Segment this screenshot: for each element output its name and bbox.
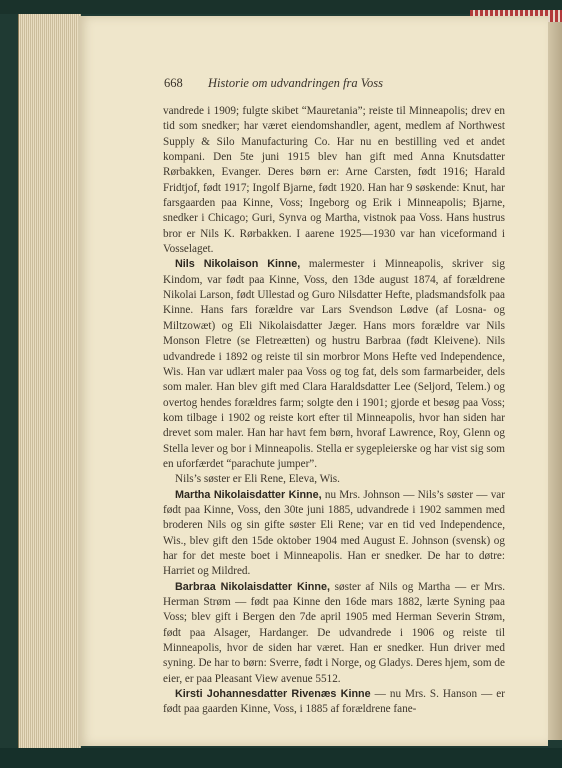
page-number: 668 — [164, 76, 183, 90]
entry-name: Nils Nikolaison Kinne, — [175, 258, 301, 271]
entry-name: Martha Nikolaisdatter Kinne, — [175, 488, 322, 501]
paragraph-text: Nils’s søster er Eli Rene, Eleva, Wis. — [175, 473, 340, 486]
paragraph — [163, 687, 505, 718]
paragraph-text: — nu Mrs. S. Hanson — er født paa gaarden Kinne, Voss, i 1885 af forældrene fane- — [163, 688, 505, 716]
entry-name: Kirsti Johannesdatter Rivenæs Kinne — [175, 688, 371, 701]
paragraph-text: vandrede i 1909; fulgte skibet “Mauretania”; reiste til Minneapolis; drev en tid som snedker; har været eiendomshandler, agent, medlem af Northwest Supply & Silo Manufacturing Co. Har nu en bestilling ved et andet kompani. Den 5te juni 1915 blev han gift med Anna Knutsdatter Rørbakken, Evanger. Deres børn er: Arne Carsten, født 1916; Harald Fridtjof, født 1917; Ingolf Bjarne, født 1920. Han har 9 søskende: Knut, har farsgaarden paa Kinne, Voss; Ingeborg og Erik i Minneapolis; Bjarne, snedker i Chicago; Guri, Synva og Martha, vistnok paa Voss. Hans hustrus bror er Nils K. Rørbakken. I aarene 1925—1930 var han viceformand i Vosselaget. — [163, 105, 505, 256]
book-cover-bottom — [0, 748, 562, 768]
paragraph-text: nu Mrs. Johnson — Nils’s søster — var født paa Kinne, Voss, den 30te juni 1885, udvandrede i 1902 sammen med broderen Nils og sin gifte søster Eli Rene; var en tid ved Independence, Wis., blev gift den 15de oktober 1904 med August E. Johnson (svensk) og har for det meste boet i Minneapolis. Han er snedker. De har to døtre: Harriet og Mildred. — [163, 488, 506, 578]
page-header — [164, 76, 504, 94]
running-title: Historie om udvandringen fra Voss — [208, 76, 383, 90]
paragraph — [163, 488, 505, 580]
paragraph — [163, 580, 505, 687]
paragraph — [163, 472, 505, 487]
entry-name: Barbraa Nikolaisdatter Kinne, — [175, 580, 330, 593]
body-text — [163, 104, 505, 718]
page-stack-edge — [18, 14, 81, 748]
paragraph — [163, 104, 505, 257]
paragraph-text: søster af Nils og Martha — er Mrs. Herman Strøm — født paa Kinne den 16de mars 1882, lærte Syning paa Voss; blev gift i Bergen den 7de april 1905 med Herman Severin Strøm, født paa Alsager, Hardanger. De udvandrede i 1906 og reiste til Minneapolis, hvor de siden har været. Han er snedker. Hun driver med syning. De har to børn: Sverre, født i Norge, og Gladys. Deres hjem, som de eier, er paa Pleasant View avenue 5512. — [163, 580, 505, 685]
paragraph — [163, 257, 505, 472]
paragraph-text: malermester i Minneapolis, skriver sig Kindom, var født paa Kinne, Voss, den 13de august 1874, af forældrene Nikolai Larson, født Ullestad og Guro Nilsdatter Hefte, pladsmandsfolk paa Kinne. Hans fars forældre var Lars Svendson Lødve (af Losna- og Miltzowæt) og Eli Nikolaisdatter Jæger. Hans mors forældre var Nils Monson Fletre (se Fletreætten) og hustru Barbraa (født Kleivene). Nils udvandrede i 1892 og reiste til sin morbror Mons Hefte ved Independence, Wis. Han var udlært maler paa Voss og tog fat, dels som farmarbeider, dels som maler. Han blev gift med Clara Haraldsdatter Lee (Seljord, Telem.) og overtog hendes forældres farm; solgte den i 1901; gjorde et besøg paa Voss; kom tilbage i 1902 og reiste kort efter til Minneapolis, hvor han siden har drevet som maler. Han har havt fem børn, hvoraf Lawrence, Roy, Glenn og Stella lever og bor i Minneapolis. Stella er sygepleierske og har vist sig som en uforfærdet “parachute jumper”. — [163, 258, 506, 470]
